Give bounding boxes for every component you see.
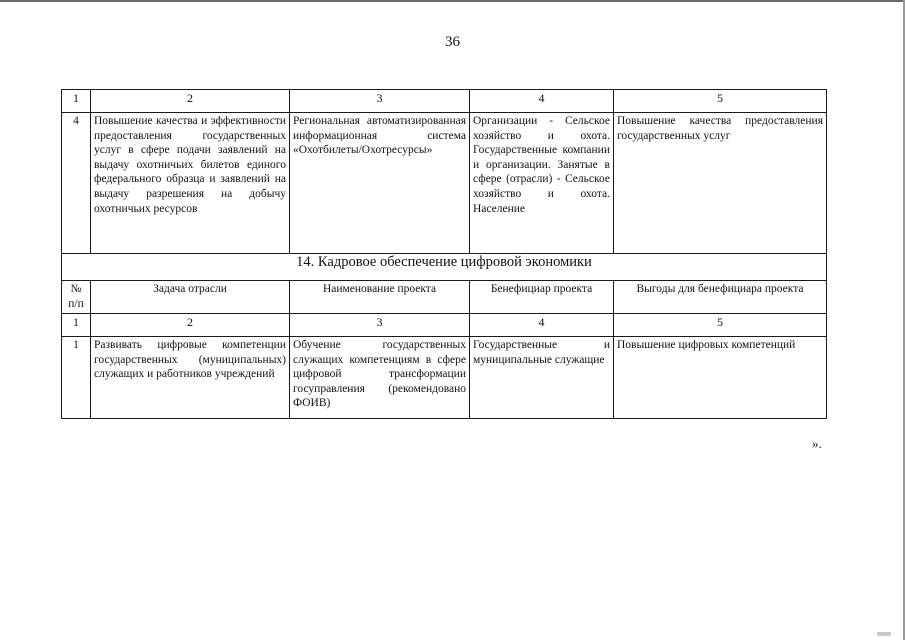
scan-speck bbox=[877, 632, 891, 636]
header-benefits: Выгоды для бенефициара проекта bbox=[614, 281, 827, 314]
header-task: Задача отрасли bbox=[91, 281, 290, 314]
document-table bbox=[61, 89, 827, 419]
section-14-header-row bbox=[62, 281, 827, 314]
section-14-row-1 bbox=[62, 337, 827, 419]
s14-row-1-task: Развивать цифровые компетенции государственных (муниципальных) служащих и работников учреждений bbox=[91, 337, 290, 419]
s14-colnum-2: 2 bbox=[91, 314, 290, 337]
table1-column-numbers-row bbox=[62, 90, 827, 113]
header-num: № п/п bbox=[62, 281, 91, 314]
table1-colnum-4: 4 bbox=[470, 90, 614, 113]
s14-row-1-num: 1 bbox=[62, 337, 91, 419]
table1-colnum-2: 2 bbox=[91, 90, 290, 113]
s14-colnum-1: 1 bbox=[62, 314, 91, 337]
section-14-column-numbers-row bbox=[62, 314, 827, 337]
table1-row-4-num: 4 bbox=[62, 113, 91, 254]
closing-quote: ». bbox=[812, 436, 822, 451]
s14-colnum-5: 5 bbox=[614, 314, 827, 337]
table1-row-4-project: Региональная автоматизированная информационная система «Охотбилеты/Охотресурсы» bbox=[290, 113, 470, 254]
table1-colnum-1: 1 bbox=[62, 90, 91, 113]
table1-row-4-beneficiary: Организации - Сельское хозяйство и охота. Государственные компании и организации. Занятые в сфере (отрасли) - Сельское хозяйство и охота. Население bbox=[470, 113, 614, 254]
table1-row-4-benefits: Повышение качества предоставления государственных услуг bbox=[614, 113, 827, 254]
s14-colnum-3: 3 bbox=[290, 314, 470, 337]
s14-colnum-4: 4 bbox=[470, 314, 614, 337]
s14-row-1-project: Обучение государственных служащих компетенциям в сфере цифровой трансформации госуправления (рекомендовано ФОИВ) bbox=[290, 337, 470, 419]
header-project: Наименование проекта bbox=[290, 281, 470, 314]
scan-edge-top bbox=[0, 0, 905, 2]
s14-row-1-beneficiary: Государственные и муниципальные служащие bbox=[470, 337, 614, 419]
table1-colnum-3: 3 bbox=[290, 90, 470, 113]
table1-row-4 bbox=[62, 113, 827, 254]
table1-row-4-task: Повышение качества и эффективности предоставления государственных услуг в сфере подачи заявлений на выдачу охотничьих билетов единого федерального образца и заявлений на выдачу разрешения на добычу охотничьих ресурсов bbox=[91, 113, 290, 254]
section-14-title: 14. Кадровое обеспечение цифровой экономики bbox=[62, 254, 827, 281]
header-beneficiary: Бенефициар проекта bbox=[470, 281, 614, 314]
s14-row-1-benefits: Повышение цифровых компетенций bbox=[614, 337, 827, 419]
section-14-title-row bbox=[62, 254, 827, 281]
table1-colnum-5: 5 bbox=[614, 90, 827, 113]
page-number: 36 bbox=[445, 34, 460, 50]
